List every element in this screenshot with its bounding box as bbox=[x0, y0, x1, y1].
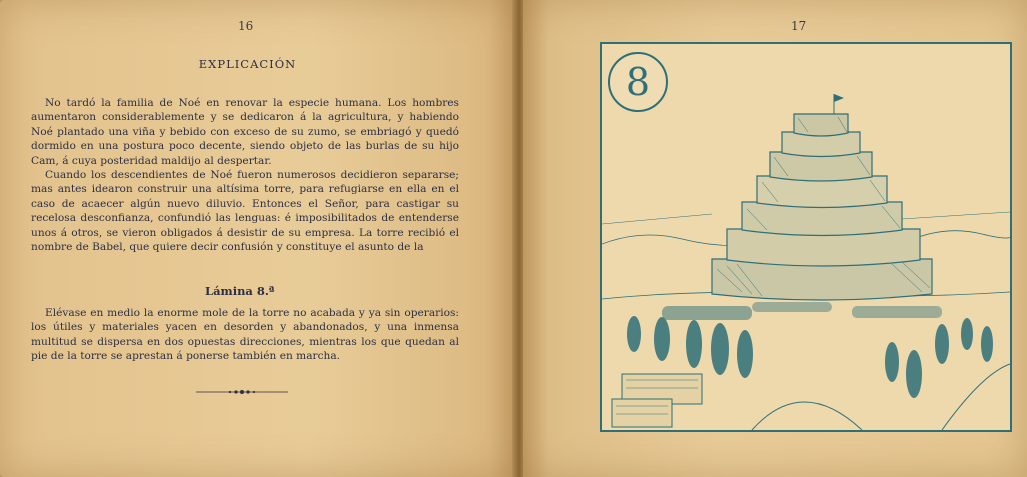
plate-number-badge bbox=[608, 52, 668, 112]
paragraph-3: Elévase en medio la enorme mole de la torre no acabada y ya sin operarios: los útiles y materiales yacen en desorden y abandonados, y una inmensa multitud se dispersa en dos opuestas direcciones, mientras los que quedan al pie de la torre se aprestan á ponerse también en marcha. bbox=[31, 307, 459, 363]
paragraph-2: Cuando los descendientes de Noé fueron numerosos decidieron separarse; mas antes idearon construir una altísima torre, para refugiarse en ella en el caso de acaecer algún nuevo diluvio. Entonces el Señor, para castigar su recelosa desconfianza, confundió las lenguas: é imposibilitados de entenderse unos á otros, se vieron obligados á desistir de su empresa. La torre recibió el nombre de Babel, que quiere decir confusión y constituye el asunto de la bbox=[31, 169, 459, 254]
ornament-divider bbox=[196, 388, 288, 396]
paragraph-1: No tardó la familia de Noé en renovar la especie humana. Los hombres aumentaron considerablemente y se dedicaron á la agricultura, y habiendo Noé plantado una viña y bebido con exceso de su zumo, se embriagó y quedó dormido en una postura poco decente, siendo objeto de las burlas de su hijo Cam, á cuya posteridad maldijo al despertar. bbox=[31, 97, 459, 167]
tower-of-babel-illustration bbox=[600, 42, 1012, 432]
tower-engraving bbox=[602, 44, 1010, 430]
plate-subtitle: Lámina 8.ª bbox=[205, 284, 275, 298]
plate-number: 8 bbox=[625, 60, 651, 104]
section-title: EXPLICACIÓN bbox=[198, 57, 297, 71]
page-number-right: 17 bbox=[791, 19, 807, 33]
right-page bbox=[523, 0, 1027, 477]
page-number-left: 16 bbox=[238, 19, 254, 33]
